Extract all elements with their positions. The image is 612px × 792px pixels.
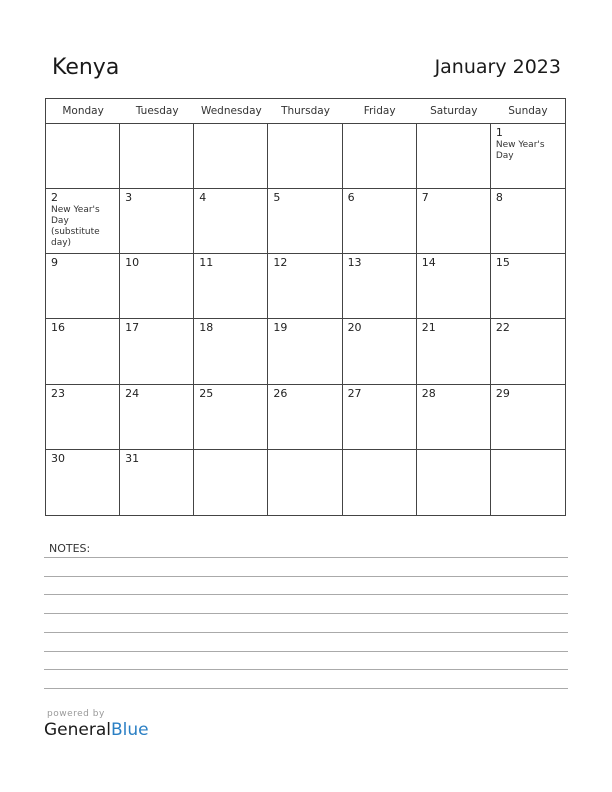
day-cell: [343, 319, 417, 384]
day-cell: [120, 124, 194, 189]
day-number: 25: [199, 386, 214, 400]
day-cell: [343, 189, 417, 254]
day-cell: [194, 254, 268, 319]
weekday-tuesday: Tuesday: [135, 105, 179, 117]
notes-line: [44, 613, 568, 614]
day-cell: [120, 189, 194, 254]
holiday-label: New Year's Day (substitute day): [51, 205, 100, 249]
day-number: 15: [495, 256, 510, 270]
day-number: 1: [495, 126, 503, 139]
day-cell: [268, 319, 342, 384]
notes-line: [44, 669, 568, 670]
weekday-thursday: Thursday: [281, 105, 330, 117]
day-cell: [46, 385, 120, 450]
day-number: 23: [51, 386, 65, 400]
notes-line: [44, 576, 568, 577]
day-number: 29: [495, 386, 510, 400]
day-cell: [417, 124, 491, 189]
day-cell: [268, 189, 342, 254]
day-cell: [194, 385, 268, 450]
day-cell: [417, 385, 491, 450]
day-number: 13: [347, 256, 362, 270]
notes-line: [44, 632, 568, 633]
notes-line: [44, 688, 568, 689]
weeks-grid: [46, 124, 565, 515]
day-number: 11: [199, 256, 214, 270]
day-cell: [194, 189, 268, 254]
day-cell: [120, 319, 194, 384]
month-title: January 2023: [434, 56, 561, 78]
day-cell: [343, 385, 417, 450]
weekday-friday: Friday: [363, 105, 396, 117]
day-number: 19: [273, 321, 288, 335]
day-number: 27: [347, 386, 362, 400]
notes-line: [44, 594, 568, 595]
day-cell: [417, 450, 491, 515]
day-cell: [491, 450, 565, 515]
day-cell: [46, 189, 120, 254]
day-number: 24: [125, 386, 140, 400]
notes-line: [44, 557, 568, 558]
calendar-grid: [45, 98, 566, 516]
brand-blue: Blue: [111, 720, 149, 740]
day-number: 30: [51, 451, 65, 465]
day-cell: [46, 450, 120, 515]
weekday-monday: Monday: [62, 105, 104, 117]
notes-label: NOTES:: [49, 542, 91, 555]
day-number: 17: [125, 321, 140, 335]
day-number: 26: [273, 386, 288, 400]
day-cell: [491, 385, 565, 450]
day-number: 21: [421, 321, 436, 335]
day-number: 3: [125, 191, 133, 205]
day-cell: [417, 254, 491, 319]
day-cell: [194, 124, 268, 189]
day-number: 10: [125, 256, 140, 270]
day-cell: [343, 450, 417, 515]
day-number: 20: [347, 321, 362, 335]
day-number: 5: [273, 191, 281, 205]
day-number: 12: [273, 256, 288, 270]
powered-by-text: powered by: [47, 709, 105, 719]
day-cell: [120, 254, 194, 319]
day-cell: [491, 124, 565, 189]
day-cell: [46, 254, 120, 319]
day-cell: [491, 254, 565, 319]
day-number: 8: [495, 191, 503, 205]
day-cell: [194, 450, 268, 515]
day-number: 22: [495, 321, 510, 335]
day-number: 7: [421, 191, 429, 205]
day-number: 16: [51, 321, 65, 335]
day-cell: [268, 450, 342, 515]
day-cell: [491, 189, 565, 254]
day-cell: [46, 319, 120, 384]
day-number: 4: [199, 191, 207, 205]
day-cell: [343, 124, 417, 189]
day-number: 31: [125, 451, 140, 465]
day-cell: [120, 385, 194, 450]
day-number: 14: [421, 256, 436, 270]
day-cell: [268, 254, 342, 319]
weekday-wednesday: Wednesday: [200, 105, 262, 117]
day-cell: [268, 124, 342, 189]
day-number: 9: [51, 256, 58, 270]
weekday-sunday: Sunday: [508, 105, 548, 117]
day-cell: [120, 450, 194, 515]
day-cell: [491, 319, 565, 384]
notes-line: [44, 651, 568, 652]
day-number: 2: [51, 191, 58, 205]
day-cell: [46, 124, 120, 189]
brand-general: General: [44, 720, 111, 740]
day-number: 28: [421, 386, 436, 400]
brand-logo[interactable]: [44, 720, 149, 740]
day-cell: [268, 385, 342, 450]
day-cell: [417, 319, 491, 384]
day-number: 6: [347, 191, 355, 205]
holiday-label: New Year's Day: [495, 140, 545, 161]
country-title: Kenya: [52, 55, 120, 80]
day-number: 18: [199, 321, 214, 335]
weekday-saturday: Saturday: [430, 105, 478, 117]
day-cell: [194, 319, 268, 384]
weekday-header-row: [46, 99, 565, 124]
day-cell: [417, 189, 491, 254]
day-cell: [343, 254, 417, 319]
